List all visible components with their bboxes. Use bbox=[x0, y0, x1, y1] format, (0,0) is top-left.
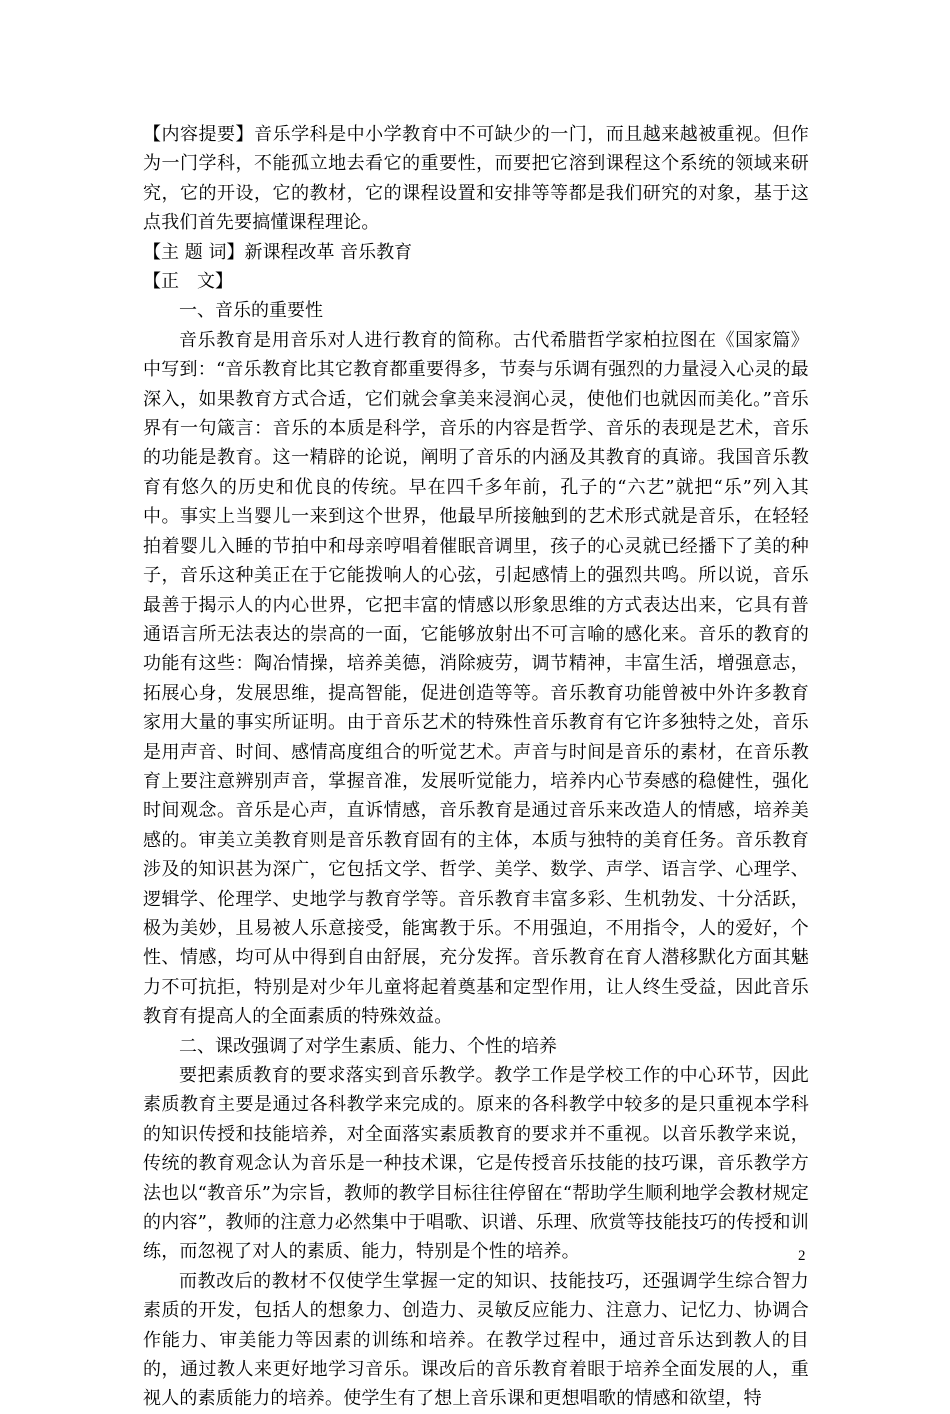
section-heading-2: 二、课改强调了对学生素质、能力、个性的培养 bbox=[179, 1035, 557, 1057]
keywords-line bbox=[143, 238, 809, 267]
body-label: 【正 文】 bbox=[143, 271, 233, 293]
section-2-paragraph-2: 而教改后的教材不仅使学生掌握一定的知识、技能技巧，还强调学生综合智力素质的开发，包括人的想象力、创造力、灵敏反应能力、注意力、记忆力、协调合作能力、审美能力等因素的训练和培养。在教学过程中，通过音乐达到教人的目的，通过教人来更好地学习音乐。课改后的音乐教育着眼于培养全面发展的人，重视人的素质能力的培养。使学生有了想上音乐课和更想唱歌的情感和欲望，特 bbox=[143, 1270, 809, 1410]
section-heading-1: 一、音乐的重要性 bbox=[179, 300, 323, 322]
section-2-paragraph-1: 要把素质教育的要求落实到音乐教学。教学工作是学校工作的中心环节，因此素质教育主要是通过各科教学来完成的。原来的各科教学中较多的是只重视本学科的知识传授和技能培养，对全面落实素质教育的要求并不重视。以音乐教学来说，传统的教育观念认为音乐是一种技术课，它是传授音乐技能的技巧课，音乐教学方法也以“教音乐”为宗旨，教师的教学目标往往停留在“帮助学生顺利地学会教材规定的内容”，教师的注意力必然集中于唱歌、识谱、乐理、欣赏等技能技巧的传授和训练，而忽视了对人的素质、能力，特别是个性的培养。 bbox=[143, 1065, 809, 1263]
section-1-paragraph-1: 音乐教育是用音乐对人进行教育的简称。古代希腊哲学家柏拉图在《国家篇》中写到：“音乐教育比其它教育都重要得多，节奏与乐调有强烈的力量浸入心灵的最深入，如果教育方式合适，它们就会拿美来浸润心灵，使他们也就因而美化。”音乐界有一句箴言：音乐的本质是科学，音乐的内容是哲学、音乐的表现是艺术，音乐的功能是教育。这一精辟的论说，阐明了音乐的内涵及其教育的真谛。我国音乐教育有悠久的历史和优良的传统。早在四千多年前，孔子的“六艺”就把“乐”列入其中。事实上当婴儿一来到这个世界，他最早所接触到的艺术形式就是音乐，在轻轻拍着婴儿入睡的节拍中和母亲哼唱着催眠音调里，孩子的心灵就已经播下了美的种子，音乐这种美正在于它能拨响人的心弦，引起感情上的强烈共鸣。所以说，音乐最善于揭示人的内心世界，它把丰富的情感以形象思维的方式表达出来，它具有普通语言所无法表达的崇高的一面，它能够放射出不可言喻的感化来。音乐的教育的功能有这些：陶冶情操，培养美德，消除疲劳，调节精神，丰富生活，增强意志，拓展心身，发展思维，提高智能，促进创造等等。音乐教育功能曾被中外许多教育家用大量的事实所证明。由于音乐艺术的特殊性音乐教育有它许多独特之处，音乐是用声音、时间、感情高度组合的听觉艺术。声音与时间是音乐的素材，在音乐教育上要注意辨别声音，掌握音准，发展听觉能力，培养内心节奏感的稳健性，强化时间观念。音乐是心声，直诉情感，音乐教育是通过音乐来改造人的情感，培养美感的。审美立美教育则是音乐教育固有的主体，本质与独特的美育任务。音乐教育涉及的知识甚为深广，它包括文学、哲学、美学、数学、声学、语言学、心理学、逻辑学、伦理学、史地学与教育学等。音乐教育丰富多彩、生机勃发、十分活跃，极为美妙，且易被人乐意接受，能寓教于乐。不用强迫，不用指令，人的爱好，个性、情感，均可从中得到自由舒展，充分发挥。音乐教育在育人潜移默化方面其魅力不可抗拒，特别是对少年儿童将起着奠基和定型作用，让人终生受益，因此音乐教育有提高人的全面素质的特殊效益。 bbox=[143, 329, 809, 1028]
abstract-text: 音乐学科是中小学教育中不可缺少的一门，而且越来越被重视。但作为一门学科，不能孤立地去看它的重要性，而要把它溶到课程这个系统的领域来研究，它的开设，它的教材，它的课程设置和安排等等都是我们研究的对象，基于这点我们首先要搞懂课程理论。 bbox=[143, 124, 810, 234]
keywords-text: 新课程改革 音乐教育 bbox=[244, 241, 413, 263]
document-body bbox=[143, 120, 809, 1414]
keywords-label: 【主 题 词】 bbox=[143, 241, 245, 263]
abstract-label: 【内容提要】 bbox=[143, 124, 255, 145]
abstract-paragraph bbox=[143, 120, 809, 238]
page-number: 2 bbox=[798, 1248, 806, 1264]
